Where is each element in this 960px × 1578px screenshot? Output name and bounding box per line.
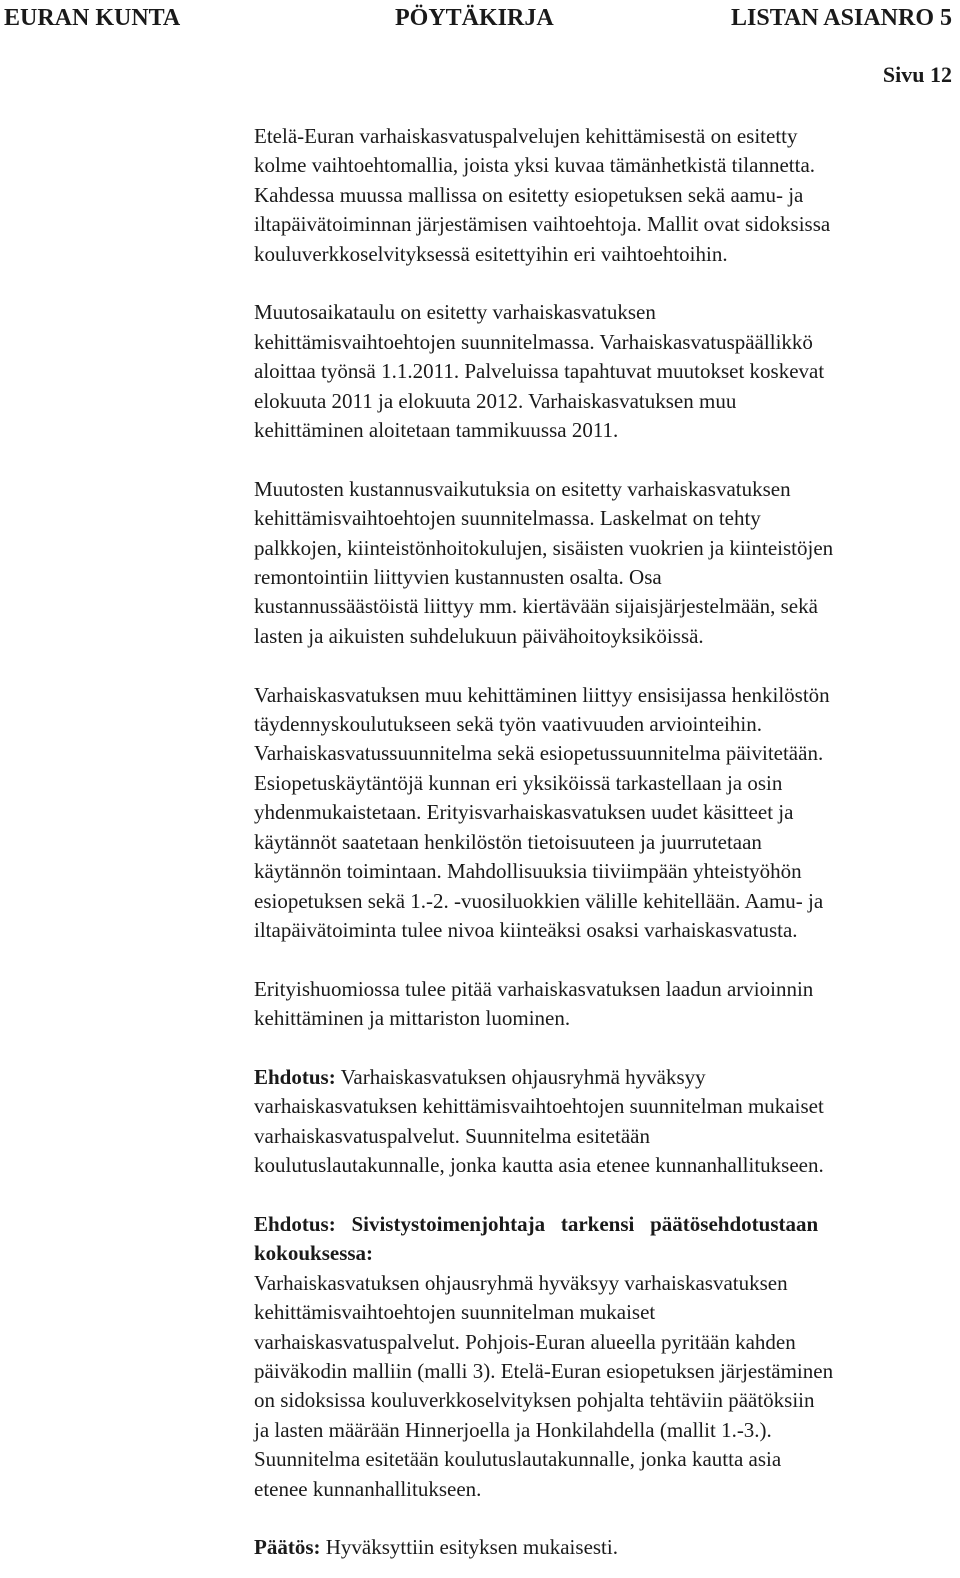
decision-text: Hyväksyttiin esityksen mukaisesti. <box>320 1535 618 1560</box>
text-line: palkkojen, kiinteistönhoitokulujen, sisäisten vuokrien ja kiinteistöjen <box>254 535 834 560</box>
text-line: etenee kunnanhallitukseen. <box>254 1476 482 1501</box>
text-line: Esiopetuskäytäntöjä kunnan eri yksiköissä tarkastellaan ja osin <box>254 770 783 795</box>
text-line: elokuuta 2011 ja elokuuta 2012. Varhaiskasvatuksen muu <box>254 388 737 413</box>
text-line: kehittämisvaihtoehtojen suunnitelmassa. Laskelmat on tehty <box>254 506 761 531</box>
text-line: aloittaa työnsä 1.1.2011. Palveluissa tapahtuvat muutokset koskevat <box>254 359 825 384</box>
text-line: kehittämisvaihtoehtojen suunnitelman mukaiset <box>254 1300 656 1325</box>
text-line: Etelä-Euran varhaiskasvatuspalvelujen kehittämisestä on esitetty <box>254 124 798 148</box>
text-line: kustannussäästöistä liittyy mm. kiertävään sijaisjärjestelmään, sekä <box>254 594 818 619</box>
municipality-name: EURAN KUNTA <box>4 5 181 31</box>
proposal-text: Varhaiskasvatuksen ohjausryhmä hyväksyy <box>335 1064 706 1089</box>
text-line: remontointiin liittyvien kustannusten osalta. Osa <box>254 565 662 590</box>
decision <box>254 1533 954 1562</box>
text-line: koulutuslautakunnalle, jonka kautta asia etenee kunnanhallitukseen. <box>254 1153 824 1178</box>
text-line: yhdenmukaistetaan. Erityisvarhaiskasvatuksen uudet käsitteet ja <box>254 800 794 825</box>
text-line: lasten ja aikuisten suhdelukuun päivähoitoyksiköissä. <box>254 623 704 648</box>
paragraph-schedule <box>254 298 954 445</box>
decision-label: Päätös: <box>254 1535 321 1560</box>
paragraph-alternatives <box>254 122 954 269</box>
text-line: täydennyskoulutukseen sekä työn vaativuuden arviointeihin. <box>254 712 762 737</box>
text-line: Muutosten kustannusvaikutuksia on esitetty varhaiskasvatuksen <box>254 476 791 501</box>
document-header <box>0 0 960 40</box>
proposal-revised <box>254 1210 954 1504</box>
text-line: Varhaiskasvatuksen ohjausryhmä hyväksyy varhaiskasvatuksen <box>254 1270 788 1295</box>
text-line: Varhaiskasvatussuunnitelma sekä esiopetussuunnitelma päivitetään. <box>254 741 824 766</box>
decision-line <box>254 1533 954 1562</box>
document-type: PÖYTÄKIRJA <box>395 5 554 31</box>
text-line: iltapäivätoiminnan järjestämisen vaihtoehtoja. Mallit ovat sidoksissa <box>254 212 831 237</box>
proposal-first-line <box>254 1063 954 1092</box>
paragraph-evaluation <box>254 975 954 1034</box>
text-line: kolme vaihtoehtomallia, joista yksi kuvaa tämänhetkistä tilannetta. <box>254 153 816 178</box>
revised-proposal-label-cont: kokouksessa: <box>254 1241 374 1266</box>
paragraph-development <box>254 681 954 946</box>
text-line: ja lasten määrään Hinnerjoella ja Honkilahdella (mallit 1.-3.). <box>254 1417 772 1442</box>
text-line: varhaiskasvatuksen kehittämisvaihtoehtojen suunnitelman mukaiset <box>254 1094 824 1119</box>
text-line: Varhaiskasvatuksen muu kehittäminen liittyy ensisijassa henkilöstön <box>254 682 830 707</box>
text-line: Kahdessa muussa mallissa on esitetty esiopetuksen sekä aamu- ja <box>254 182 804 207</box>
proposal-label: Ehdotus: <box>254 1064 336 1089</box>
text-line: varhaiskasvatuspalvelut. Pohjois-Euran alueella pyritään kahden <box>254 1329 796 1354</box>
text-line: esiopetuksen sekä 1.-2. -vuosiluokkien välille kehitellään. Aamu- ja <box>254 888 824 913</box>
paragraph-costs <box>254 475 954 651</box>
text-line: käytännöt saatetaan henkilöstön tietoisuuteen ja juurrutetaan <box>254 829 762 854</box>
text-line: kehittäminen aloitetaan tammikuussa 2011. <box>254 418 619 443</box>
text-line: Suunnitelma esitetään koulutuslautakunnalle, jonka kautta asia <box>254 1447 782 1472</box>
text-line: kehittäminen ja mittariston luominen. <box>254 1006 571 1031</box>
text-line: Muutosaikataulu on esitetty varhaiskasvatuksen <box>254 300 656 325</box>
revised-proposal-label: Ehdotus: Sivistystoimenjohtaja tarkensi päätösehdotustaan <box>254 1211 819 1236</box>
text-line: varhaiskasvatuspalvelut. Suunnitelma esitetään <box>254 1123 650 1148</box>
text-line: Erityishuomiossa tulee pitää varhaiskasvatuksen laadun arvioinnin <box>254 976 814 1001</box>
minutes-body <box>254 122 954 1563</box>
text-line: käytännön toimintaan. Mahdollisuuksia tiiviimpään yhteistyöhön <box>254 859 802 884</box>
text-line: kehittämisvaihtoehtojen suunnitelmassa. Varhaiskasvatuspäällikkö <box>254 329 813 354</box>
text-line: kouluverkkoselvityksessä esitettyihin eri vaihtoehtoihin. <box>254 241 728 266</box>
text-line: iltapäivätoiminta tulee nivoa kiinteäksi osaksi varhaiskasvatusta. <box>254 917 798 942</box>
agenda-item-number: LISTAN ASIANRO 5 <box>731 5 952 31</box>
text-line: on sidoksissa kouluverkkoselvityksen pohjalta tehtäviin päätöksiin <box>254 1388 815 1413</box>
page-number: Sivu 12 <box>882 62 952 87</box>
text-line: päiväkodin malliin (malli 3). Etelä-Euran esiopetuksen järjestäminen <box>254 1358 834 1383</box>
proposal-original <box>254 1063 954 1181</box>
